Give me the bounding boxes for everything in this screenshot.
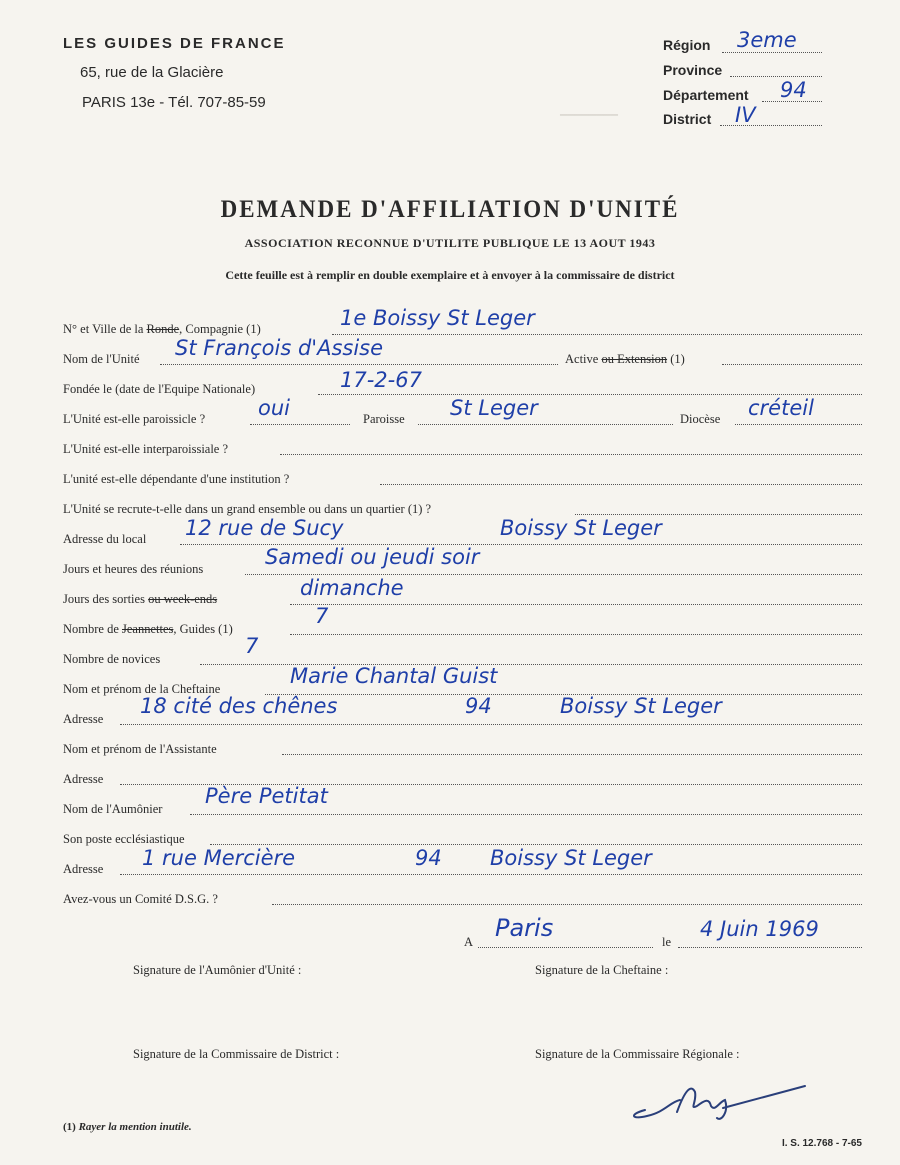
reunions-value[interactable]: Samedi ou jeudi soir bbox=[265, 545, 480, 569]
form-subtitle: ASSOCIATION RECONNUE D'UTILITE PUBLIQUE LE 13 AOUT 1943 bbox=[244, 236, 656, 250]
poste-line bbox=[210, 844, 862, 845]
institution-label: L'unité est-elle dépendante d'une institution ? bbox=[63, 472, 290, 486]
aumonier-value[interactable]: Père Petitat bbox=[205, 784, 328, 808]
aumonier-label: Nom de l'Aumônier bbox=[63, 802, 163, 816]
paroissiale-line bbox=[250, 424, 350, 425]
adresse-cheftaine-city[interactable]: Boissy St Leger bbox=[560, 694, 722, 718]
paroissiale-label: L'Unité est-elle paroissicle ? bbox=[63, 412, 206, 426]
departement-value[interactable]: 94 bbox=[780, 78, 807, 102]
fondee-label: Fondée le (date de l'Equipe Nationale) bbox=[63, 382, 256, 396]
form-instruction: Cette feuille est à remplir en double exemplaire et à envoyer à la commissaire de district bbox=[225, 268, 675, 282]
adresse-cheftaine-dept[interactable]: 94 bbox=[465, 694, 492, 718]
region-line bbox=[722, 52, 822, 53]
adresse-aumonier-label: Adresse bbox=[63, 862, 104, 876]
unite-value[interactable]: St François d'Assise bbox=[175, 336, 384, 360]
diocese-label: Diocèse bbox=[680, 412, 721, 426]
ville-line bbox=[332, 334, 862, 335]
comite-line bbox=[272, 904, 862, 905]
adresse-cheftaine-label: Adresse bbox=[63, 712, 104, 726]
lieu-label: A bbox=[464, 935, 474, 949]
province-label: Province bbox=[663, 62, 723, 78]
footnote: (1) Rayer la mention inutile. bbox=[63, 1121, 192, 1133]
active-extension-label: Active ou Extension (1) bbox=[565, 352, 685, 366]
province-line bbox=[730, 76, 822, 77]
paroisse-label: Paroisse bbox=[363, 412, 405, 426]
departement-line bbox=[762, 101, 822, 102]
adresse-cheftaine-street[interactable]: 18 cité des chênes bbox=[140, 694, 338, 718]
sorties-value[interactable]: dimanche bbox=[300, 576, 404, 600]
interparoissiale-label: L'Unité est-elle interparoissiale ? bbox=[63, 442, 229, 456]
fondee-line bbox=[318, 394, 862, 395]
signature-commissaire-regionale-label: Signature de la Commissaire Régionale : bbox=[535, 1047, 740, 1061]
cheftaine-label: Nom et prénom de la Cheftaine bbox=[63, 682, 221, 696]
recrute-line bbox=[575, 514, 862, 515]
date-value[interactable]: 4 Juin 1969 bbox=[700, 917, 819, 941]
adresse-aumonier-street[interactable]: 1 rue Mercière bbox=[142, 846, 296, 870]
region-label: Région bbox=[663, 37, 711, 53]
local-label: Adresse du local bbox=[63, 532, 147, 546]
active-extension-line bbox=[722, 364, 862, 365]
organization-name: LES GUIDES DE FRANCE bbox=[63, 35, 286, 52]
unite-line bbox=[160, 364, 558, 365]
adresse-aumonier-line bbox=[120, 874, 862, 875]
date-label: le bbox=[662, 935, 672, 949]
ville-label: N° et Ville de la Ronde, Compagnie (1) bbox=[63, 322, 261, 336]
signature-aumonier-label: Signature de l'Aumônier d'Unité : bbox=[133, 963, 302, 977]
region-value[interactable]: 3eme bbox=[737, 28, 797, 52]
departement-label: Département bbox=[663, 87, 749, 103]
show-through-decoration: ──────── bbox=[560, 108, 618, 122]
comite-label: Avez-vous un Comité D.S.G. ? bbox=[63, 892, 218, 906]
cheftaine-value[interactable]: Marie Chantal Guist bbox=[290, 664, 498, 688]
nombre-label: Nombre de Jeannettes, Guides (1) bbox=[63, 622, 233, 636]
local-value-street[interactable]: 12 rue de Sucy bbox=[185, 516, 344, 540]
lieu-line bbox=[478, 947, 653, 948]
organization-address: 65, rue de la Glacière bbox=[80, 64, 224, 81]
adresse-aumonier-dept[interactable]: 94 bbox=[415, 846, 442, 870]
nombre-line bbox=[290, 634, 862, 635]
signature-commissaire-district-label: Signature de la Commissaire de District : bbox=[133, 1047, 340, 1061]
fondee-value[interactable]: 17-2-67 bbox=[340, 368, 422, 392]
ville-value[interactable]: 1e Boissy St Leger bbox=[340, 306, 535, 330]
signature-cheftaine-label: Signature de la Cheftaine : bbox=[535, 963, 669, 977]
organization-city-phone: PARIS 13e - Tél. 707-85-59 bbox=[82, 94, 266, 111]
paroissiale-value[interactable]: oui bbox=[258, 396, 290, 420]
novices-value[interactable]: 7 bbox=[245, 634, 259, 658]
reunions-line bbox=[245, 574, 862, 575]
sorties-label: Jours des sorties ou week-ends bbox=[63, 592, 218, 606]
form-title: DEMANDE D'AFFILIATION D'UNITÉ bbox=[220, 194, 680, 223]
poste-label: Son poste ecclésiastique bbox=[63, 832, 185, 846]
form-reference: I. S. 12.768 - 7-65 bbox=[781, 1138, 862, 1149]
adresse-aumonier-city[interactable]: Boissy St Leger bbox=[490, 846, 652, 870]
nombre-value[interactable]: 7 bbox=[315, 604, 329, 628]
diocese-value[interactable]: créteil bbox=[748, 396, 814, 420]
adresse-assistante-label: Adresse bbox=[63, 772, 104, 786]
adresse-cheftaine-line bbox=[120, 724, 862, 725]
paroisse-value[interactable]: St Leger bbox=[450, 396, 538, 420]
aumonier-line bbox=[190, 814, 862, 815]
date-line bbox=[678, 947, 862, 948]
district-value[interactable]: IV bbox=[735, 103, 756, 127]
district-label: District bbox=[663, 111, 712, 127]
unite-label: Nom de l'Unité bbox=[63, 352, 140, 366]
assistante-label: Nom et prénom de l'Assistante bbox=[63, 742, 217, 756]
novices-label: Nombre de novices bbox=[63, 652, 161, 666]
institution-line bbox=[380, 484, 862, 485]
recrute-label: L'Unité se recrute-t-elle dans un grand ensemble ou dans un quartier (1) ? bbox=[63, 502, 432, 516]
signature-regionale bbox=[625, 1072, 810, 1124]
diocese-line bbox=[735, 424, 862, 425]
assistante-line bbox=[282, 754, 862, 755]
interparoissiale-line bbox=[280, 454, 862, 455]
local-value-city[interactable]: Boissy St Leger bbox=[500, 516, 662, 540]
paroisse-line bbox=[418, 424, 673, 425]
signature-regionale-stroke bbox=[625, 1072, 810, 1124]
district-line bbox=[720, 125, 822, 126]
lieu-value[interactable]: Paris bbox=[495, 914, 554, 942]
sorties-line bbox=[290, 604, 862, 605]
reunions-label: Jours et heures des réunions bbox=[63, 562, 204, 576]
